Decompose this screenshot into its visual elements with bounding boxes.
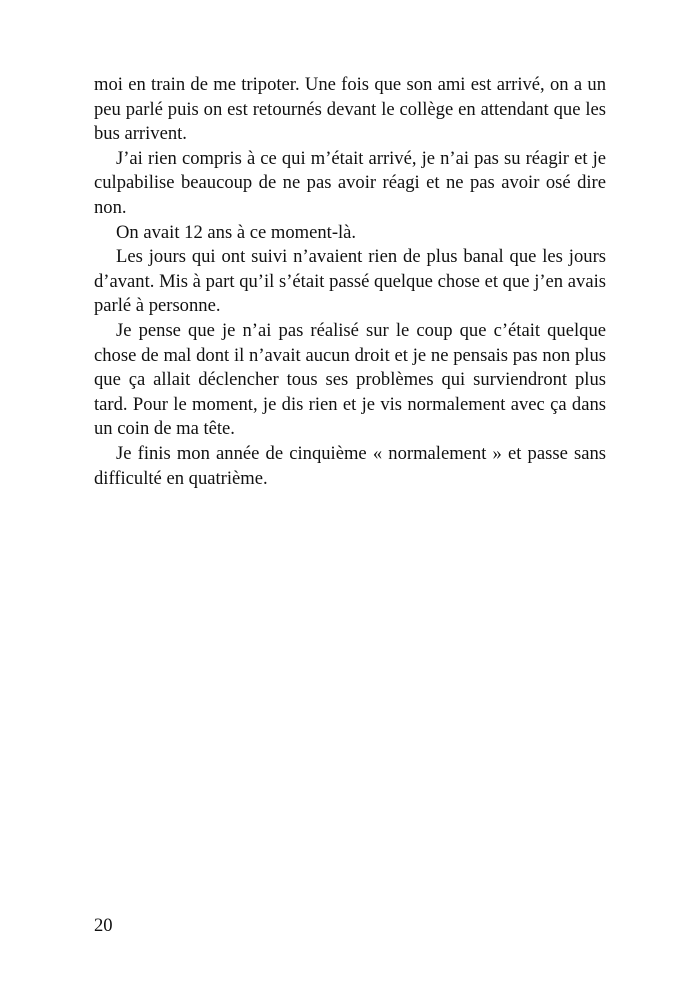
paragraph-continuation: moi en train de me tripoter. Une fois que son ami est arrivé, on a un peu parlé puis on est retournés devant le collège en attendant que les bus arrivent. bbox=[94, 74, 606, 145]
paragraph: J’ai rien compris à ce qui m’était arrivé, je n’ai pas su réagir et je culpabilise beaucoup de ne pas avoir réagi et ne pas avoir osé dire non. bbox=[94, 147, 606, 218]
paragraph: Je pense que je n’ai pas réalisé sur le coup que c’était quelque chose de mal dont il n’avait aucun droit et je ne pensais pas non plus que ça allait déclencher tous ses problèmes qui surviendront plus tard. Pour le moment, je dis rien et je vis normalement avec ça dans un coin de ma tête. bbox=[94, 319, 606, 440]
paragraph: Les jours qui ont suivi n’avaient rien de plus banal que les jours d’avant. Mis à part qu’il s’était passé quelque chose et que j’en avais parlé à personne. bbox=[94, 246, 606, 317]
paragraph: Je finis mon année de cinquième « normalement » et passe sans difficulté en quatrième. bbox=[94, 442, 606, 489]
body-text bbox=[94, 73, 606, 491]
page-number: 20 bbox=[94, 915, 113, 936]
paragraph: On avait 12 ans à ce moment-là. bbox=[116, 221, 357, 243]
